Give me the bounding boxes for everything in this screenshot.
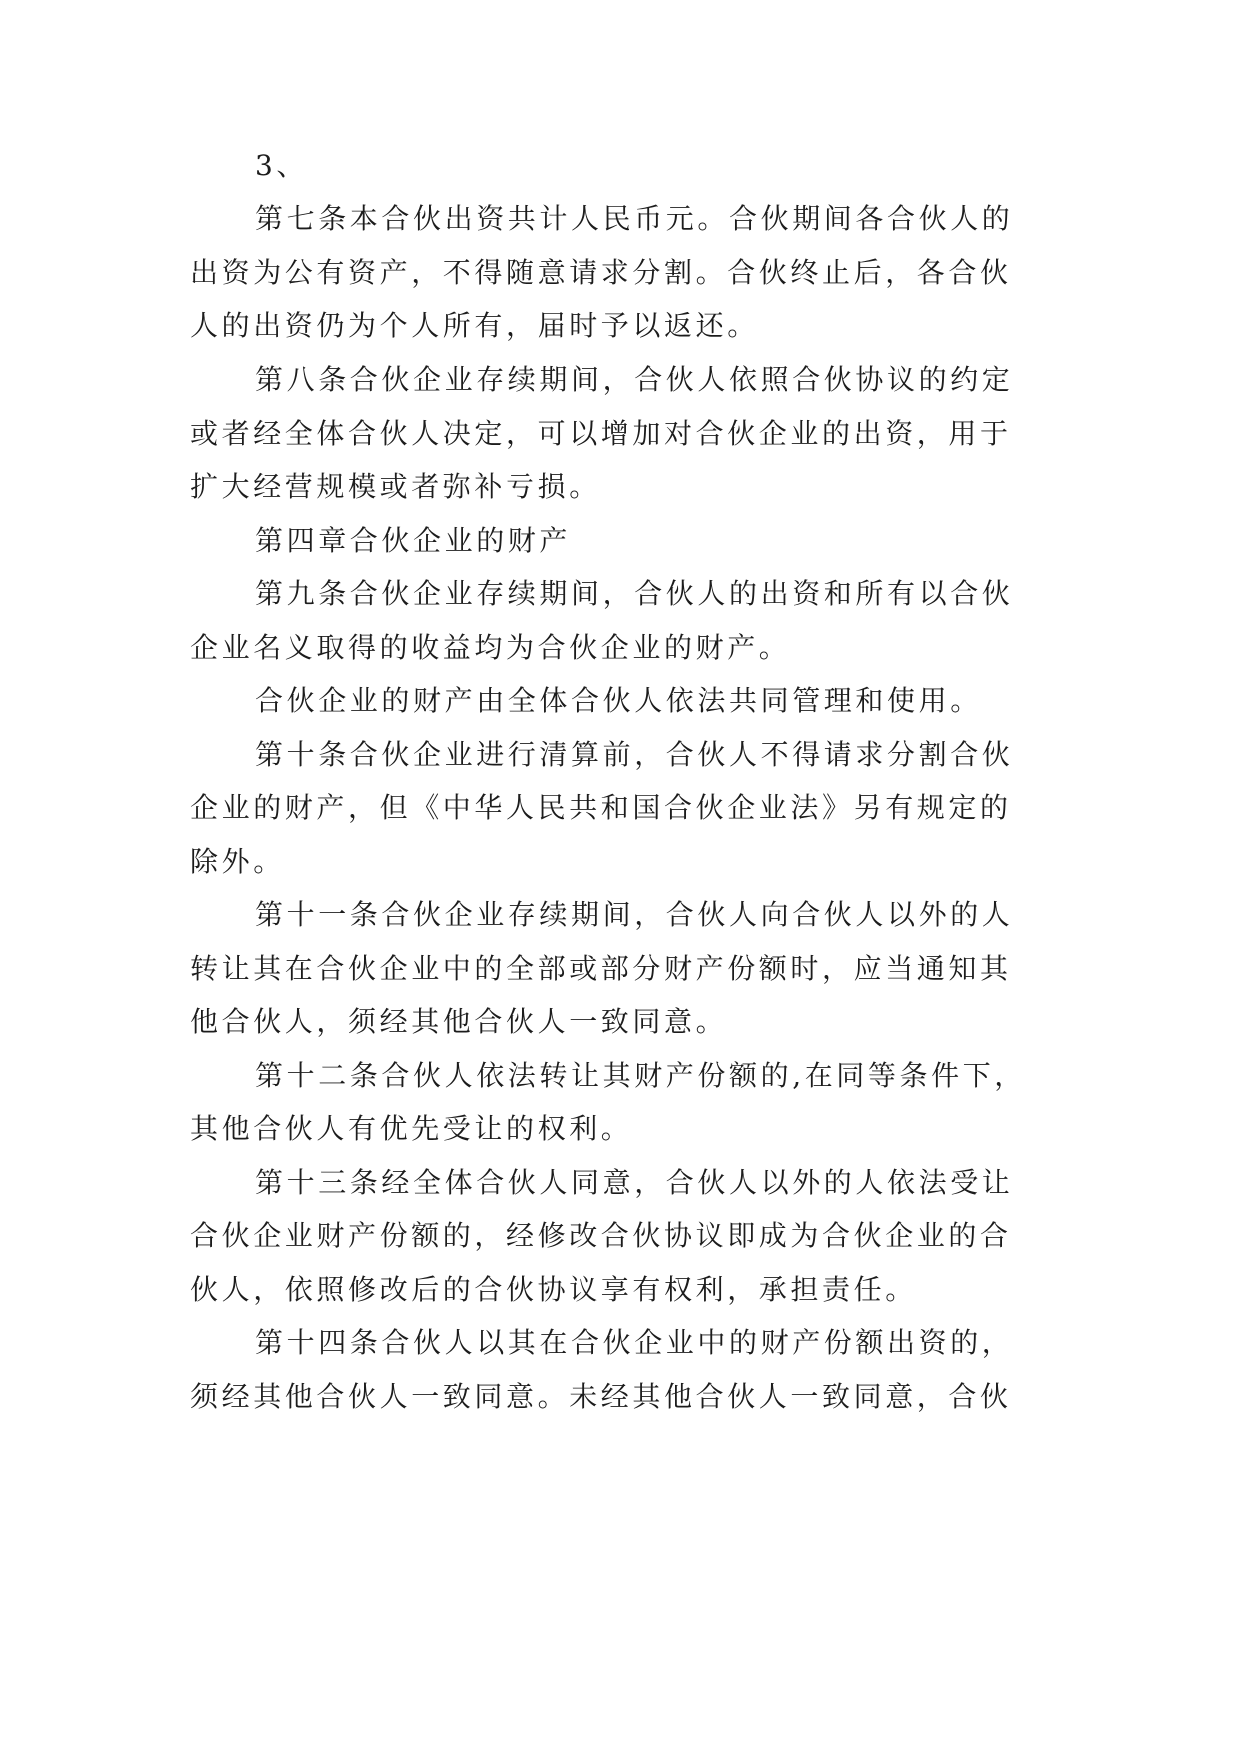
text-line: 须经其他合伙人一致同意。未经其他合伙人一致同意，合伙 (190, 1380, 1012, 1413)
text-line: 企业名义取得的收益均为合伙企业的财产。 (190, 631, 791, 664)
text-line: 转让其在合伙企业中的全部或部分财产份额时，应当通知其 (190, 952, 1012, 985)
text-line: 第八条合伙企业存续期间，合伙人依照合伙协议的约定 (255, 363, 1014, 396)
text-line: 出资为公有资产，不得随意请求分割。合伙终止后，各合伙 (190, 256, 1012, 289)
text-line: 除外。 (190, 845, 285, 878)
text-line: 第四章合伙企业的财产 (255, 524, 572, 557)
text-line: 其他合伙人有优先受让的权利。 (190, 1112, 633, 1145)
text-line: 第七条本合伙出资共计人民币元。合伙期间各合伙人的 (255, 202, 1014, 235)
text-line: 人的出资仍为个人所有，届时予以返还。 (190, 309, 759, 342)
text-line: 3、 (255, 149, 309, 182)
text-line: 或者经全体合伙人决定，可以增加对合伙企业的出资，用于 (190, 417, 1012, 450)
text-line: 第十三条经全体合伙人同意，合伙人以外的人依法受让 (255, 1166, 1014, 1199)
text-line: 第十条合伙企业进行清算前，合伙人不得请求分割合伙 (255, 738, 1014, 771)
text-line: 企业的财产，但《中华人民共和国合伙企业法》另有规定的 (190, 791, 1012, 824)
text-line: 第十二条合伙人依法转让其财产份额的,在同等条件下， (255, 1059, 1026, 1092)
text-line: 合伙企业财产份额的，经修改合伙协议即成为合伙企业的合 (190, 1219, 1012, 1252)
text-line: 第十一条合伙企业存续期间，合伙人向合伙人以外的人 (255, 898, 1014, 931)
text-line: 他合伙人，须经其他合伙人一致同意。 (190, 1005, 728, 1038)
text-line: 合伙企业的财产由全体合伙人依法共同管理和使用。 (255, 684, 982, 717)
text-line: 第十四条合伙人以其在合伙企业中的财产份额出资的， (255, 1326, 1014, 1359)
text-line: 扩大经营规模或者弥补亏损。 (190, 470, 601, 503)
text-line: 第九条合伙企业存续期间，合伙人的出资和所有以合伙 (255, 577, 1014, 610)
text-line: 伙人，依照修改后的合伙协议享有权利，承担责任。 (190, 1273, 917, 1306)
